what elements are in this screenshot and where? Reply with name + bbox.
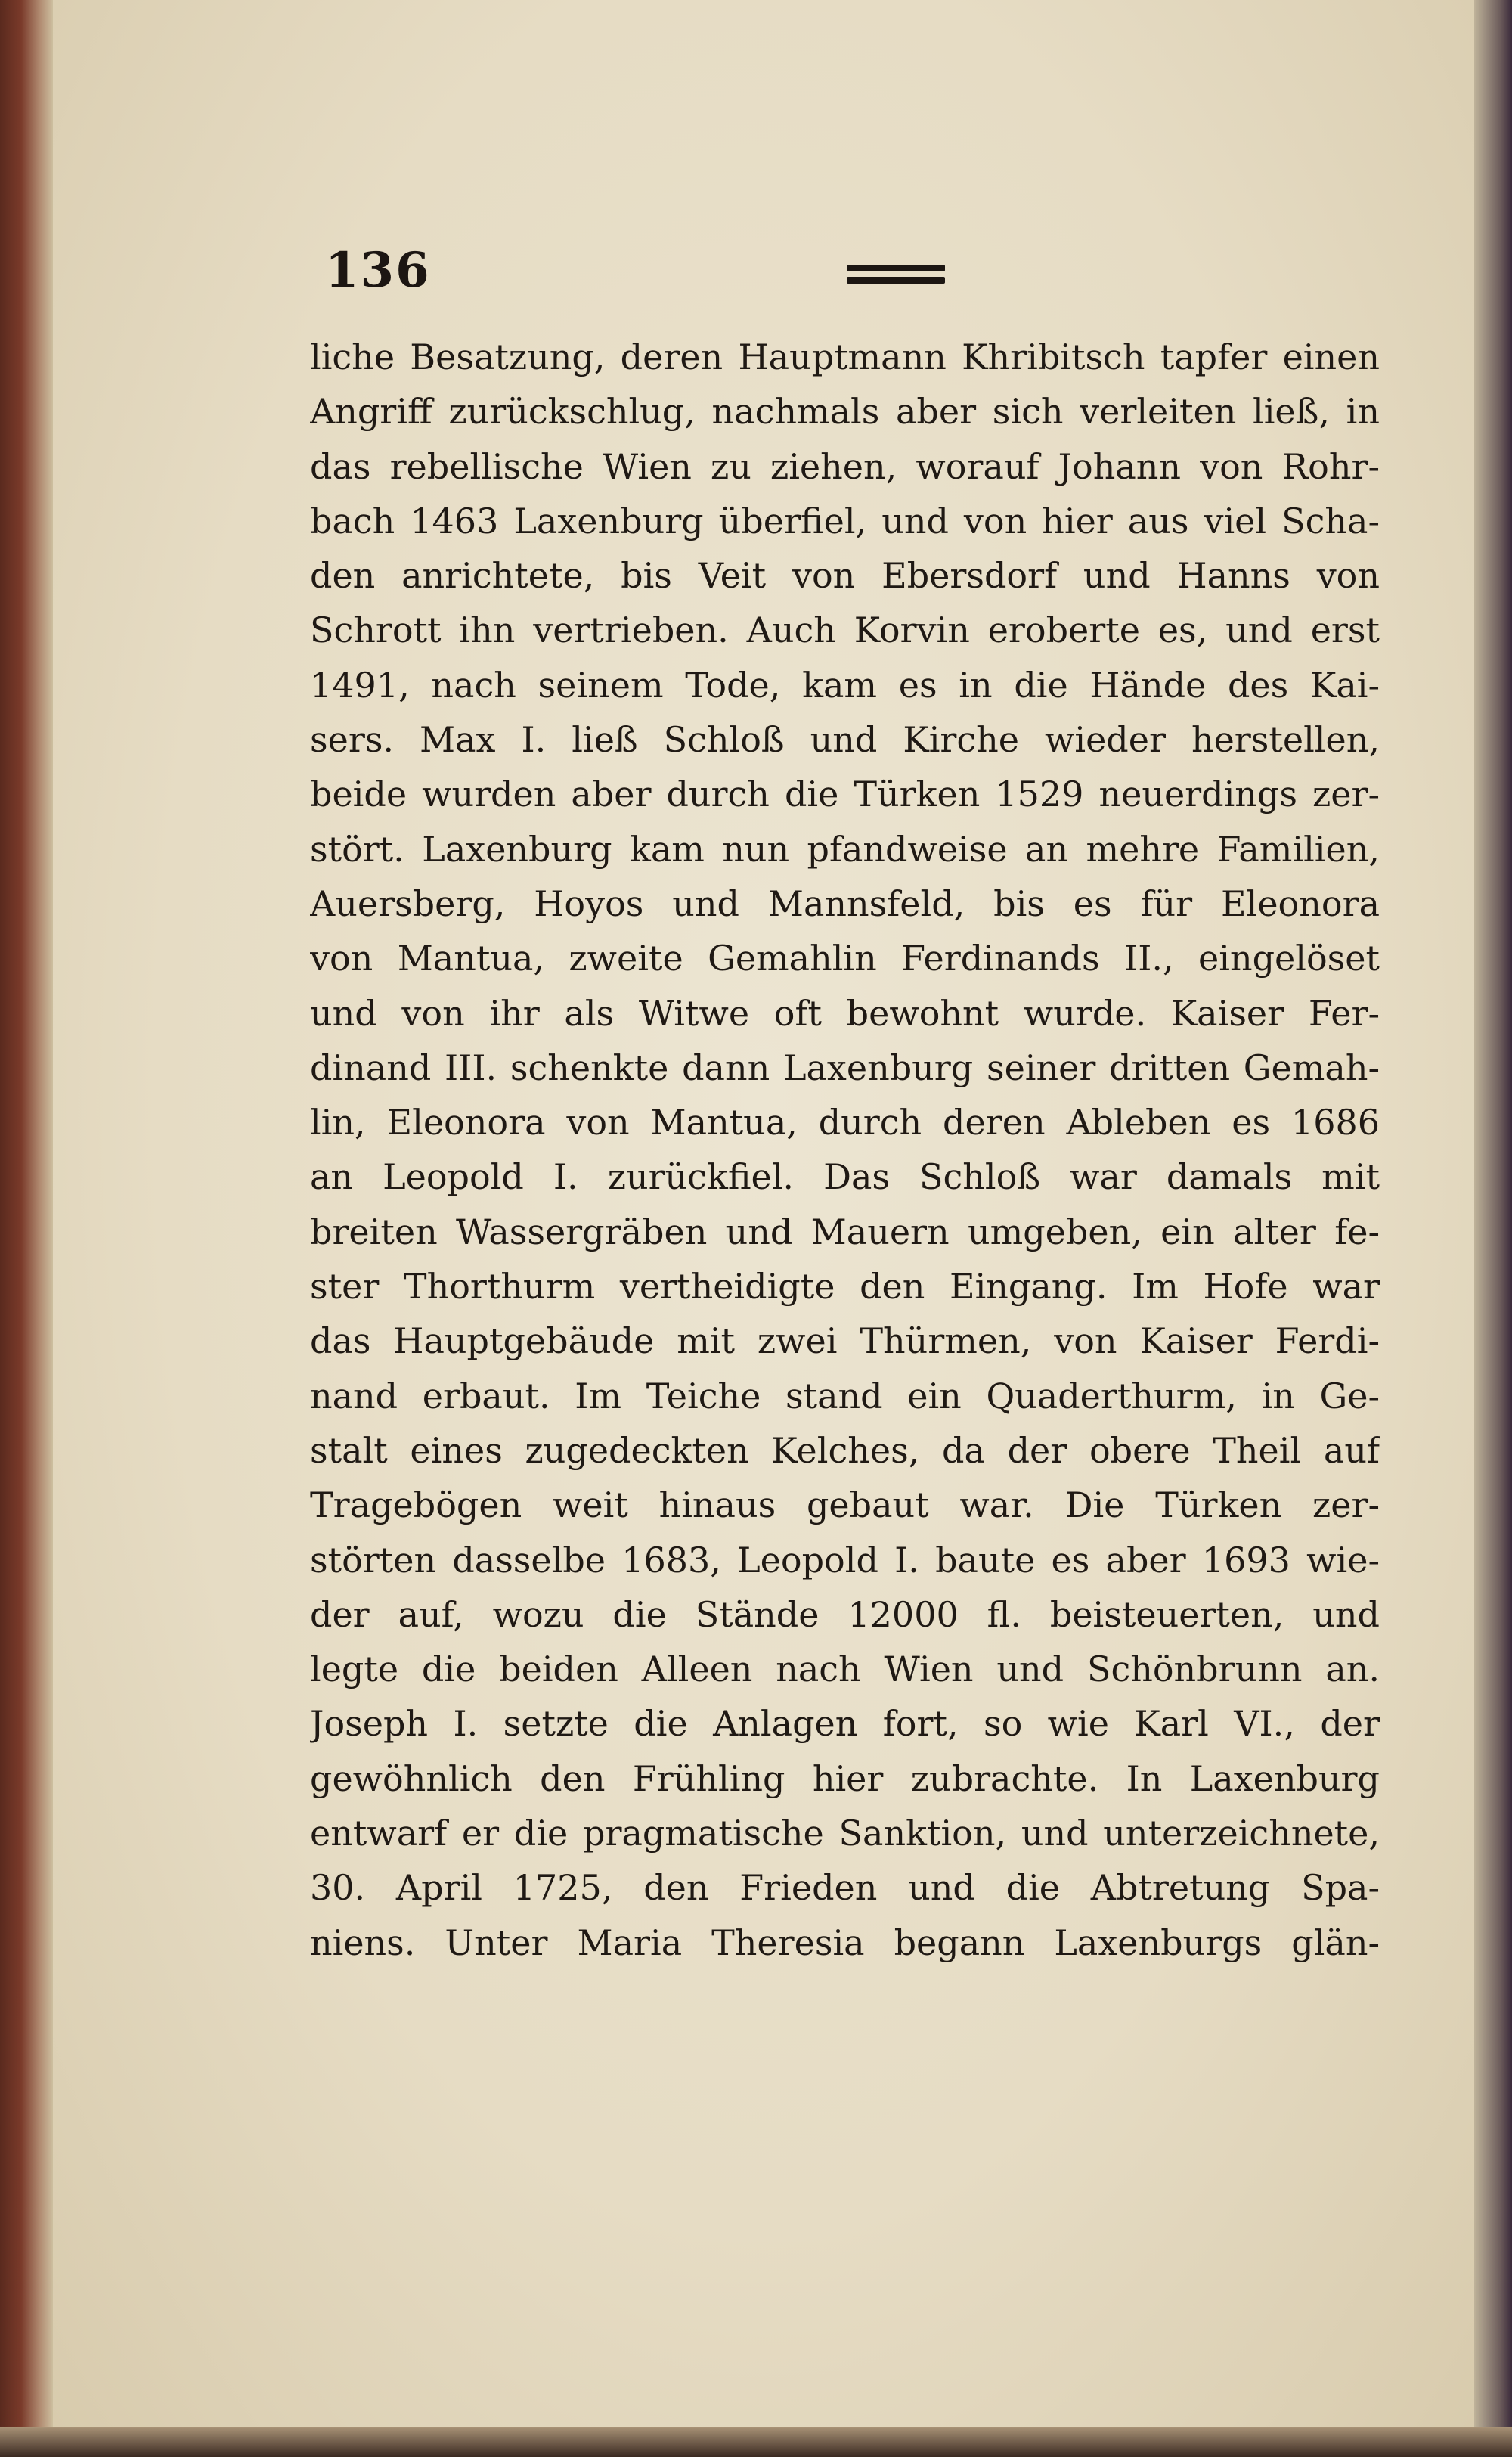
text-line: ster Thorthurm vertheidigte den Eingang. Im Hofe war: [310, 1266, 1380, 1308]
header-double-rule: [847, 265, 945, 284]
text-line: sers. Max I. ließ Schloß und Kirche wieder herstellen,: [310, 719, 1380, 761]
text-line: entwarf er die pragmatische Sanktion, und unterzeichnete,: [310, 1813, 1380, 1854]
book-bottom-edge: [0, 2427, 1512, 2457]
text-line: Angriff zurückschlug, nachmals aber sich verleiten ließ, in: [310, 391, 1380, 433]
book-spine-edge: [0, 0, 53, 2457]
text-line: störten dasselbe 1683, Leopold I. baute es aber 1693 wie-: [310, 1539, 1380, 1581]
text-line: 1491, nach seinem Tode, kam es in die Hände des Kai-: [310, 664, 1380, 706]
text-line: lin, Eleonora von Mantua, durch deren Ableben es 1686: [310, 1102, 1380, 1143]
text-line: nand erbaut. Im Teiche stand ein Quaderthurm, in Ge-: [310, 1375, 1380, 1416]
header-rule-line: [847, 277, 945, 284]
text-line: von Mantua, zweite Gemahlin Ferdinands II., eingelöset: [310, 938, 1380, 979]
text-line: Auersberg, Hoyos und Mannsfeld, bis es für Eleonora: [310, 883, 1380, 924]
text-line: Joseph I. setzte die Anlagen fort, so wie Karl VI., der: [310, 1703, 1380, 1745]
header-rule-line: [847, 265, 945, 271]
text-line: breiten Wassergräben und Mauern umgeben, ein alter fe-: [310, 1211, 1380, 1252]
text-line: beide wurden aber durch die Türken 1529 neuerdings zer-: [310, 774, 1380, 815]
text-line: und von ihr als Witwe oft bewohnt wurde. Kaiser Fer-: [310, 992, 1380, 1034]
page-header: [325, 242, 1429, 302]
text-line: der auf, wozu die Stände 12000 fl. beisteuerten, und: [310, 1593, 1380, 1635]
text-line: gewöhnlich den Frühling hier zubrachte. In Laxenburg: [310, 1757, 1380, 1799]
text-line: stört. Laxenburg kam nun pfandweise an mehre Familien,: [310, 828, 1380, 870]
book-cover-edge: [1474, 0, 1512, 2457]
text-line: das Hauptgebäude mit zwei Thürmen, von Kaiser Ferdi-: [310, 1320, 1380, 1362]
text-line: liche Besatzung, deren Hauptmann Khribitsch tapfer einen: [310, 337, 1380, 377]
text-line: bach 1463 Laxenburg überfiel, und von hier aus viel Scha-: [310, 500, 1380, 541]
body-text: [310, 330, 1380, 1970]
text-line: 30. April 1725, den Frieden und die Abtretung Spa-: [310, 1867, 1380, 1909]
page-number: 136: [325, 242, 431, 299]
text-line: das rebellische Wien zu ziehen, worauf Johann von Rohr-: [310, 445, 1380, 487]
text-line: den anrichtete, bis Veit von Ebersdorf und Hanns von: [310, 555, 1380, 597]
text-line: Schrott ihn vertrieben. Auch Korvin eroberte es, und erst: [310, 610, 1380, 651]
text-line: stalt eines zugedeckten Kelches, da der obere Theil auf: [310, 1429, 1380, 1471]
text-line: legte die beiden Alleen nach Wien und Schönbrunn an.: [310, 1649, 1380, 1690]
text-line: an Leopold I. zurückfiel. Das Schloß war damals mit: [310, 1156, 1380, 1198]
text-line: niens. Unter Maria Theresia begann Laxenburgs glän-: [310, 1922, 1380, 1963]
text-line: dinand III. schenkte dann Laxenburg seiner dritten Gemah-: [310, 1047, 1380, 1088]
text-line: Tragebögen weit hinaus gebaut war. Die Türken zer-: [310, 1484, 1380, 1526]
